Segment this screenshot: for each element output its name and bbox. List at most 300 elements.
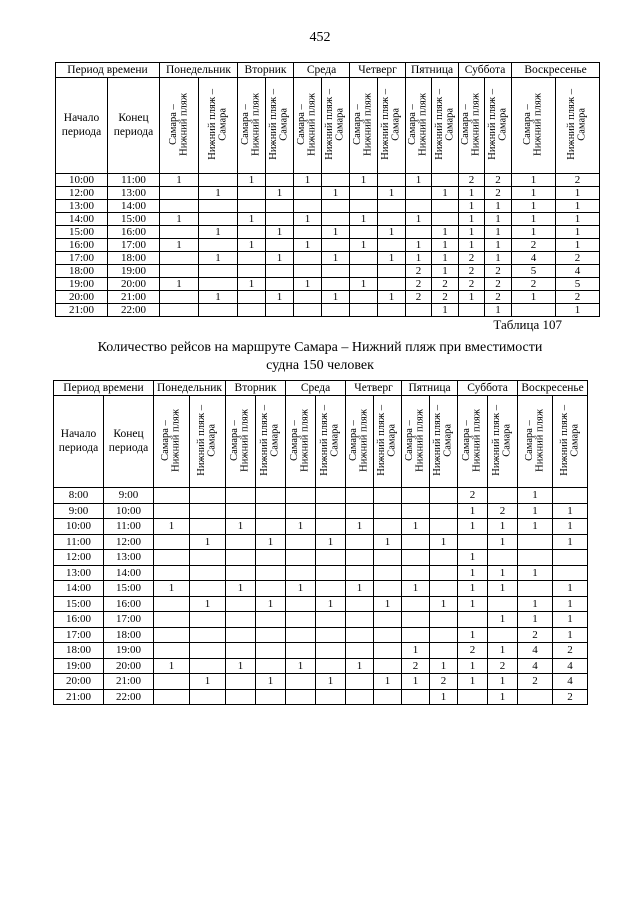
end-header: Конец периода — [104, 396, 154, 488]
period-start-cell: 21:00 — [56, 304, 108, 317]
trip-count-cell — [322, 174, 350, 187]
start-header: Начало периода — [56, 78, 108, 174]
trip-count-cell — [199, 304, 238, 317]
table-row — [56, 291, 600, 304]
trip-count-cell — [488, 550, 518, 566]
trip-count-cell: 1 — [518, 519, 553, 535]
table-row — [54, 503, 588, 519]
trip-count-cell — [402, 596, 430, 612]
period-end-cell: 20:00 — [104, 658, 154, 674]
trip-count-cell: 1 — [430, 596, 458, 612]
table-row — [54, 612, 588, 628]
trip-count-cell: 1 — [556, 187, 600, 200]
trip-count-cell: 1 — [406, 174, 432, 187]
trip-count-cell: 2 — [485, 291, 512, 304]
table-row — [54, 674, 588, 690]
trip-count-cell: 1 — [374, 596, 402, 612]
trip-count-cell: 1 — [458, 550, 488, 566]
day-header: Суббота — [458, 381, 518, 396]
table-row — [54, 689, 588, 705]
trip-count-cell — [294, 265, 322, 278]
trip-count-cell: 1 — [294, 213, 322, 226]
period-start-cell: 12:00 — [54, 550, 104, 566]
direction-header-samara-beach — [406, 78, 432, 174]
trip-count-cell: 1 — [485, 226, 512, 239]
trip-count-cell: 1 — [512, 226, 556, 239]
trip-count-cell: 1 — [266, 187, 294, 200]
trip-count-cell — [190, 565, 226, 581]
trip-count-cell — [286, 689, 316, 705]
day-header: Понедельник — [160, 63, 238, 78]
trip-count-cell — [350, 291, 378, 304]
trip-count-cell — [160, 226, 199, 239]
trip-count-cell: 1 — [160, 278, 199, 291]
table-row — [56, 200, 600, 213]
table-row — [56, 252, 600, 265]
trip-count-cell: 2 — [432, 278, 459, 291]
direction-header-samara-beach — [286, 396, 316, 488]
day-header: Вторник — [226, 381, 286, 396]
trip-count-cell: 1 — [488, 689, 518, 705]
trip-count-cell: 2 — [556, 291, 600, 304]
trip-count-cell — [286, 612, 316, 628]
direction-header-beach-samara — [374, 396, 402, 488]
trip-count-cell: 4 — [553, 674, 588, 690]
trip-count-cell: 1 — [512, 213, 556, 226]
trip-count-cell: 1 — [432, 187, 459, 200]
trip-count-cell — [294, 187, 322, 200]
trip-count-cell — [190, 627, 226, 643]
period-end-cell: 11:00 — [104, 519, 154, 535]
direction-label: Самара – Нижний пляж — [348, 408, 370, 472]
table-row — [54, 581, 588, 597]
trip-count-cell — [553, 550, 588, 566]
trip-count-cell: 1 — [459, 200, 485, 213]
trip-count-cell — [402, 565, 430, 581]
trip-count-cell: 2 — [459, 265, 485, 278]
trip-count-cell — [350, 304, 378, 317]
period-start-cell: 18:00 — [54, 643, 104, 659]
trip-count-cell: 1 — [238, 239, 266, 252]
trip-count-cell — [402, 689, 430, 705]
trip-count-cell: 1 — [238, 174, 266, 187]
direction-label: Самара – Нижний пляж — [522, 92, 544, 156]
trip-count-cell: 1 — [556, 304, 600, 317]
trip-count-cell: 1 — [199, 291, 238, 304]
trip-count-cell — [350, 187, 378, 200]
trip-count-cell: 2 — [518, 627, 553, 643]
direction-header-samara-beach — [512, 78, 556, 174]
direction-label: Нижний пляж – Самара — [206, 88, 228, 160]
period-start-cell: 10:00 — [56, 174, 108, 187]
trip-count-cell — [226, 596, 256, 612]
trip-count-cell — [160, 200, 199, 213]
direction-header-samara-beach — [518, 396, 553, 488]
trip-count-cell: 1 — [556, 200, 600, 213]
direction-label: Нижний пляж – Самара — [319, 404, 341, 476]
schedule-table-1 — [55, 62, 600, 317]
trip-count-cell — [374, 612, 402, 628]
trip-count-cell — [154, 612, 190, 628]
trip-count-cell: 1 — [553, 627, 588, 643]
table-row — [54, 643, 588, 659]
trip-count-cell: 1 — [402, 581, 430, 597]
trip-count-cell — [459, 304, 485, 317]
trip-count-cell: 1 — [378, 291, 406, 304]
trip-count-cell — [190, 503, 226, 519]
trip-count-cell — [374, 689, 402, 705]
trip-count-cell: 1 — [350, 278, 378, 291]
trip-count-cell: 1 — [266, 252, 294, 265]
trip-count-cell: 2 — [512, 278, 556, 291]
trip-count-cell: 2 — [485, 278, 512, 291]
trip-count-cell — [294, 252, 322, 265]
direction-label: Нижний пляж – Самара — [268, 88, 290, 160]
trip-count-cell: 1 — [322, 252, 350, 265]
table-row — [56, 265, 600, 278]
trip-count-cell — [256, 689, 286, 705]
period-start-cell: 20:00 — [54, 674, 104, 690]
day-header: Суббота — [459, 63, 512, 78]
direction-header-beach-samara — [266, 78, 294, 174]
trip-count-cell: 1 — [316, 674, 346, 690]
direction-label: Самара – Нижний пляж — [523, 408, 546, 472]
trip-count-cell — [154, 674, 190, 690]
trip-count-cell: 1 — [518, 596, 553, 612]
trip-count-cell — [322, 200, 350, 213]
trip-count-cell: 2 — [485, 174, 512, 187]
direction-label: Нижний пляж – Самара — [259, 404, 281, 476]
trip-count-cell: 1 — [512, 187, 556, 200]
trip-count-cell — [430, 519, 458, 535]
table-row — [56, 226, 600, 239]
period-end-cell: 12:00 — [104, 534, 154, 550]
direction-label: Самара – Нижний пляж — [229, 408, 251, 472]
trip-count-cell: 1 — [190, 596, 226, 612]
trip-count-cell — [402, 534, 430, 550]
direction-label: Нижний пляж – Самара — [324, 88, 346, 160]
trip-count-cell — [154, 689, 190, 705]
direction-header-beach-samara — [190, 396, 226, 488]
trip-count-cell: 2 — [432, 291, 459, 304]
trip-count-cell — [266, 265, 294, 278]
trip-count-cell — [316, 612, 346, 628]
period-end-cell: 11:00 — [108, 174, 160, 187]
direction-header-samara-beach — [458, 396, 488, 488]
period-end-cell: 10:00 — [104, 503, 154, 519]
period-end-cell: 16:00 — [108, 226, 160, 239]
direction-label: Нижний пляж – Самара — [432, 404, 454, 476]
trip-count-cell: 1 — [459, 226, 485, 239]
trip-count-cell — [226, 612, 256, 628]
trip-count-cell — [430, 565, 458, 581]
day-header: Четверг — [346, 381, 402, 396]
trip-count-cell — [406, 226, 432, 239]
trip-count-cell — [374, 658, 402, 674]
day-header: Воскресенье — [512, 63, 600, 78]
trip-count-cell — [378, 200, 406, 213]
trip-count-cell: 1 — [556, 213, 600, 226]
trip-count-cell — [286, 534, 316, 550]
trip-count-cell — [346, 488, 374, 504]
trip-count-cell — [160, 304, 199, 317]
trip-count-cell — [266, 239, 294, 252]
table-row — [56, 187, 600, 200]
table-row — [54, 519, 588, 535]
direction-label: Самара – Нижний пляж — [289, 408, 311, 472]
trip-count-cell: 2 — [459, 174, 485, 187]
period-header: Период времени — [56, 63, 160, 78]
day-header: Среда — [294, 63, 350, 78]
period-end-cell: 17:00 — [104, 612, 154, 628]
day-header: Вторник — [238, 63, 294, 78]
trip-count-cell — [346, 627, 374, 643]
trip-count-cell — [402, 488, 430, 504]
trip-count-cell: 4 — [512, 252, 556, 265]
trip-count-cell: 2 — [485, 187, 512, 200]
trip-count-cell — [190, 658, 226, 674]
period-end-cell: 18:00 — [108, 252, 160, 265]
trip-count-cell: 5 — [556, 278, 600, 291]
direction-header-beach-samara — [432, 78, 459, 174]
trip-count-cell: 1 — [256, 596, 286, 612]
trip-count-cell: 2 — [458, 643, 488, 659]
direction-header-beach-samara — [553, 396, 588, 488]
trip-count-cell — [226, 689, 256, 705]
trip-count-cell — [199, 265, 238, 278]
direction-header-beach-samara — [430, 396, 458, 488]
trip-count-cell: 1 — [238, 213, 266, 226]
trip-count-cell — [374, 488, 402, 504]
trip-count-cell — [402, 503, 430, 519]
trip-count-cell: 1 — [432, 252, 459, 265]
trip-count-cell: 4 — [518, 643, 553, 659]
direction-header-samara-beach — [226, 396, 256, 488]
trip-count-cell — [346, 550, 374, 566]
trip-count-cell — [346, 643, 374, 659]
day-header: Пятница — [402, 381, 458, 396]
trip-count-cell — [226, 674, 256, 690]
trip-count-cell — [160, 265, 199, 278]
trip-count-cell — [238, 252, 266, 265]
trip-count-cell — [518, 550, 553, 566]
trip-count-cell — [346, 596, 374, 612]
trip-count-cell — [199, 174, 238, 187]
period-end-cell: 18:00 — [104, 627, 154, 643]
trip-count-cell — [286, 488, 316, 504]
trip-count-cell: 1 — [512, 200, 556, 213]
period-end-cell: 22:00 — [104, 689, 154, 705]
trip-count-cell: 5 — [512, 265, 556, 278]
trip-count-cell — [226, 503, 256, 519]
trip-count-cell: 1 — [190, 534, 226, 550]
trip-count-cell — [378, 213, 406, 226]
period-start-cell: 8:00 — [54, 488, 104, 504]
trip-count-cell — [154, 503, 190, 519]
trip-count-cell: 1 — [256, 534, 286, 550]
direction-label: Нижний пляж – Самара — [558, 404, 581, 476]
direction-label: Самара – Нижний пляж — [352, 92, 374, 156]
period-start-cell: 13:00 — [54, 565, 104, 581]
trip-count-cell: 1 — [488, 674, 518, 690]
trip-count-cell — [430, 643, 458, 659]
trip-count-cell — [518, 581, 553, 597]
period-start-cell: 14:00 — [54, 581, 104, 597]
trip-count-cell: 2 — [556, 252, 600, 265]
direction-header-beach-samara — [378, 78, 406, 174]
trip-count-cell: 1 — [294, 239, 322, 252]
trip-count-cell — [199, 278, 238, 291]
trip-count-cell — [266, 200, 294, 213]
trip-count-cell — [458, 612, 488, 628]
trip-count-cell: 1 — [459, 291, 485, 304]
trip-count-cell: 2 — [488, 658, 518, 674]
direction-header-samara-beach — [346, 396, 374, 488]
trip-count-cell: 2 — [459, 252, 485, 265]
trip-count-cell — [286, 627, 316, 643]
trip-count-cell — [160, 187, 199, 200]
trip-count-cell: 1 — [374, 534, 402, 550]
trip-count-cell — [294, 200, 322, 213]
direction-label: Самара – Нижний пляж — [460, 92, 482, 156]
day-header: Воскресенье — [518, 381, 588, 396]
trip-count-cell — [430, 550, 458, 566]
trip-count-cell: 1 — [488, 581, 518, 597]
trip-count-cell — [346, 534, 374, 550]
trip-count-cell: 1 — [226, 581, 256, 597]
trip-count-cell: 1 — [488, 643, 518, 659]
period-end-cell: 9:00 — [104, 488, 154, 504]
trip-count-cell — [346, 674, 374, 690]
trip-count-cell: 1 — [553, 534, 588, 550]
trip-count-cell — [256, 612, 286, 628]
trip-count-cell: 1 — [154, 519, 190, 535]
trip-count-cell — [226, 565, 256, 581]
period-end-cell: 19:00 — [108, 265, 160, 278]
period-start-cell: 16:00 — [56, 239, 108, 252]
trip-count-cell: 4 — [518, 658, 553, 674]
trip-count-cell — [402, 627, 430, 643]
trip-count-cell — [286, 674, 316, 690]
period-start-cell: 15:00 — [54, 596, 104, 612]
trip-count-cell — [458, 689, 488, 705]
table-row — [56, 239, 600, 252]
trip-count-cell — [374, 565, 402, 581]
trip-count-cell — [316, 643, 346, 659]
trip-count-cell: 1 — [226, 519, 256, 535]
trip-count-cell — [266, 304, 294, 317]
table-row — [54, 534, 588, 550]
trip-count-cell — [190, 519, 226, 535]
trip-count-cell: 1 — [350, 213, 378, 226]
day-header: Среда — [286, 381, 346, 396]
trip-count-cell — [322, 278, 350, 291]
trip-count-cell — [256, 627, 286, 643]
trip-count-cell — [402, 612, 430, 628]
trip-count-cell — [432, 200, 459, 213]
trip-count-cell: 1 — [518, 565, 553, 581]
trip-count-cell — [346, 612, 374, 628]
trip-count-cell: 2 — [459, 278, 485, 291]
trip-count-cell — [154, 643, 190, 659]
trip-count-cell: 1 — [432, 304, 459, 317]
trip-count-cell — [432, 174, 459, 187]
trip-count-cell — [322, 213, 350, 226]
table-title — [0, 339, 640, 375]
trip-count-cell — [518, 534, 553, 550]
trip-count-cell — [374, 503, 402, 519]
trip-count-cell: 1 — [199, 187, 238, 200]
trip-count-cell: 1 — [512, 291, 556, 304]
trip-count-cell — [322, 304, 350, 317]
trip-count-cell — [316, 658, 346, 674]
period-end-cell: 15:00 — [108, 213, 160, 226]
trip-count-cell — [294, 226, 322, 239]
trip-count-cell: 1 — [402, 643, 430, 659]
trip-count-cell — [374, 627, 402, 643]
trip-count-cell: 1 — [266, 291, 294, 304]
trip-count-cell: 1 — [488, 519, 518, 535]
trip-count-cell: 2 — [458, 488, 488, 504]
trip-count-cell — [199, 239, 238, 252]
period-start-cell: 18:00 — [56, 265, 108, 278]
trip-count-cell — [154, 627, 190, 643]
trip-count-cell — [294, 304, 322, 317]
trip-count-cell: 2 — [556, 174, 600, 187]
table-row — [54, 627, 588, 643]
trip-count-cell: 1 — [160, 239, 199, 252]
trip-count-cell: 1 — [459, 239, 485, 252]
trip-count-cell: 1 — [553, 612, 588, 628]
period-end-cell: 16:00 — [104, 596, 154, 612]
trip-count-cell — [154, 565, 190, 581]
trip-count-cell: 1 — [286, 658, 316, 674]
trip-count-cell — [316, 565, 346, 581]
trip-count-cell: 1 — [430, 534, 458, 550]
period-start-cell: 21:00 — [54, 689, 104, 705]
direction-label: Самара – Нижний пляж — [167, 92, 189, 156]
trip-count-cell: 1 — [294, 174, 322, 187]
trip-count-cell: 1 — [374, 674, 402, 690]
direction-header-samara-beach — [459, 78, 485, 174]
period-start-cell: 12:00 — [56, 187, 108, 200]
direction-label: Нижний пляж – Самара — [491, 404, 513, 476]
trip-count-cell: 1 — [518, 612, 553, 628]
start-header: Начало периода — [54, 396, 104, 488]
direction-header-samara-beach — [154, 396, 190, 488]
direction-header-samara-beach — [160, 78, 199, 174]
trip-count-cell — [488, 488, 518, 504]
trip-count-cell: 2 — [406, 291, 432, 304]
trip-count-cell — [378, 239, 406, 252]
table-title-line-1: Количество рейсов на маршруте Самара – Нижний пляж при вместимости — [97, 340, 543, 355]
trip-count-cell — [238, 304, 266, 317]
trip-count-cell: 1 — [346, 658, 374, 674]
trip-count-cell: 2 — [518, 674, 553, 690]
table-label: Таблица 107 — [493, 317, 562, 332]
trip-count-cell: 1 — [316, 596, 346, 612]
direction-header-beach-samara — [488, 396, 518, 488]
trip-count-cell — [553, 488, 588, 504]
trip-count-cell — [488, 596, 518, 612]
table-row — [54, 550, 588, 566]
trip-count-cell: 2 — [553, 643, 588, 659]
trip-count-cell — [226, 550, 256, 566]
trip-count-cell — [430, 581, 458, 597]
period-start-cell: 19:00 — [56, 278, 108, 291]
trip-count-cell — [406, 187, 432, 200]
trip-count-cell — [378, 174, 406, 187]
